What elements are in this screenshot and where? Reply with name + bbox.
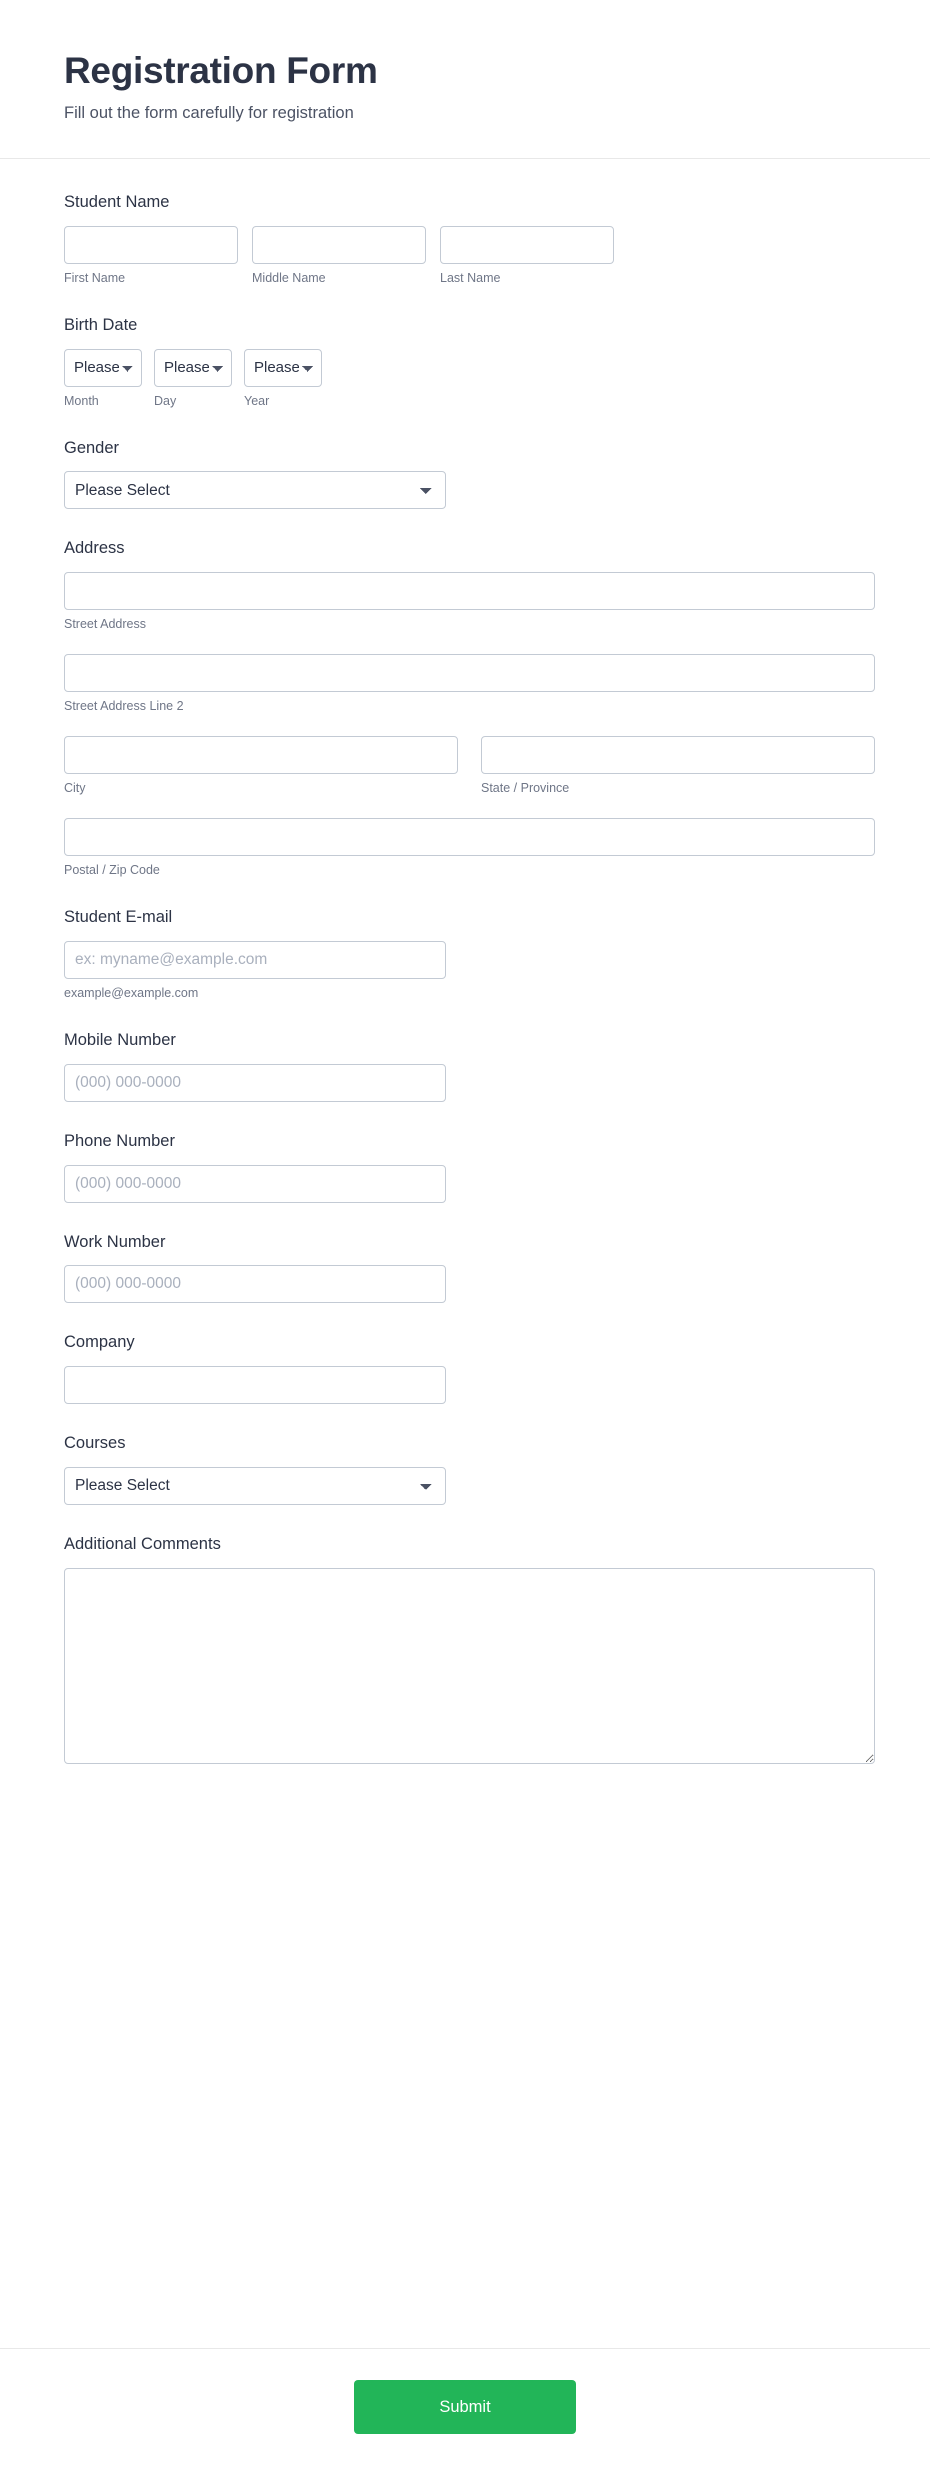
last-name-sublabel: Last Name	[440, 270, 501, 285]
form-body	[0, 159, 930, 2330]
middle-name-input[interactable]	[252, 226, 426, 264]
field-student-name	[64, 193, 866, 286]
birth-year-sublabel: Year	[244, 393, 270, 408]
first-name-group	[64, 226, 238, 286]
company-label: Company	[64, 1333, 135, 1352]
student-email-input[interactable]	[64, 941, 446, 979]
street-address-2-sublabel: Street Address Line 2	[64, 699, 184, 714]
courses-select[interactable]	[64, 1467, 446, 1505]
gender-label: Gender	[64, 438, 120, 457]
city-state-row	[64, 736, 866, 796]
city-group	[64, 736, 458, 796]
city-sublabel: City	[64, 781, 86, 796]
field-phone-number	[64, 1132, 866, 1203]
city-input[interactable]	[64, 736, 458, 774]
postal-code-input[interactable]	[64, 818, 875, 856]
state-province-sublabel: State / Province	[481, 781, 570, 796]
mobile-number-label: Mobile Number	[64, 1030, 176, 1049]
form-header	[0, 0, 930, 159]
form-footer	[0, 2348, 930, 2478]
state-province-input[interactable]	[481, 736, 875, 774]
field-student-email	[64, 908, 866, 1001]
street-address-sublabel: Street Address	[64, 617, 146, 632]
field-work-number	[64, 1233, 866, 1304]
field-additional-comments	[64, 1535, 866, 1769]
birth-day-select[interactable]	[154, 349, 232, 387]
state-group	[481, 736, 875, 796]
birth-year-group	[244, 349, 322, 409]
mobile-number-input[interactable]	[64, 1064, 446, 1102]
birth-day-sublabel: Day	[154, 393, 177, 408]
additional-comments-label: Additional Comments	[64, 1534, 221, 1553]
address-label: Address	[64, 539, 125, 558]
street-address-group	[64, 572, 866, 632]
birth-year-select[interactable]	[244, 349, 322, 387]
first-name-sublabel: First Name	[64, 270, 126, 285]
birth-month-select[interactable]	[64, 349, 142, 387]
student-email-sublabel: example@example.com	[64, 985, 199, 1000]
page-title: Registration Form	[64, 50, 378, 91]
street-address-input[interactable]	[64, 572, 875, 610]
postal-code-group	[64, 818, 866, 878]
field-birth-date	[64, 316, 866, 409]
birth-date-row	[64, 349, 866, 409]
student-name-row	[64, 226, 866, 286]
birth-day-group	[154, 349, 232, 409]
phone-number-input[interactable]	[64, 1165, 446, 1203]
additional-comments-textarea[interactable]	[64, 1568, 875, 1764]
last-name-group	[440, 226, 614, 286]
student-email-label: Student E-mail	[64, 908, 173, 927]
field-courses	[64, 1434, 866, 1505]
last-name-input[interactable]	[440, 226, 614, 264]
work-number-input[interactable]	[64, 1265, 446, 1303]
birth-month-sublabel: Month	[64, 393, 99, 408]
gender-select[interactable]	[64, 471, 446, 509]
page-subtitle: Fill out the form carefully for registration	[64, 103, 354, 122]
company-input[interactable]	[64, 1366, 446, 1404]
phone-number-label: Phone Number	[64, 1131, 175, 1150]
street-address-2-group	[64, 654, 866, 714]
field-mobile-number	[64, 1031, 866, 1102]
postal-code-sublabel: Postal / Zip Code	[64, 863, 160, 878]
middle-name-sublabel: Middle Name	[252, 270, 326, 285]
field-gender	[64, 439, 866, 510]
student-name-label: Student Name	[64, 192, 170, 211]
field-address	[64, 539, 866, 878]
street-address-2-input[interactable]	[64, 654, 875, 692]
birth-date-label: Birth Date	[64, 315, 138, 334]
work-number-label: Work Number	[64, 1232, 166, 1251]
middle-name-group	[252, 226, 426, 286]
first-name-input[interactable]	[64, 226, 238, 264]
birth-month-group	[64, 349, 142, 409]
submit-button[interactable]: Submit	[354, 2380, 576, 2434]
field-company	[64, 1333, 866, 1404]
courses-label: Courses	[64, 1434, 126, 1453]
